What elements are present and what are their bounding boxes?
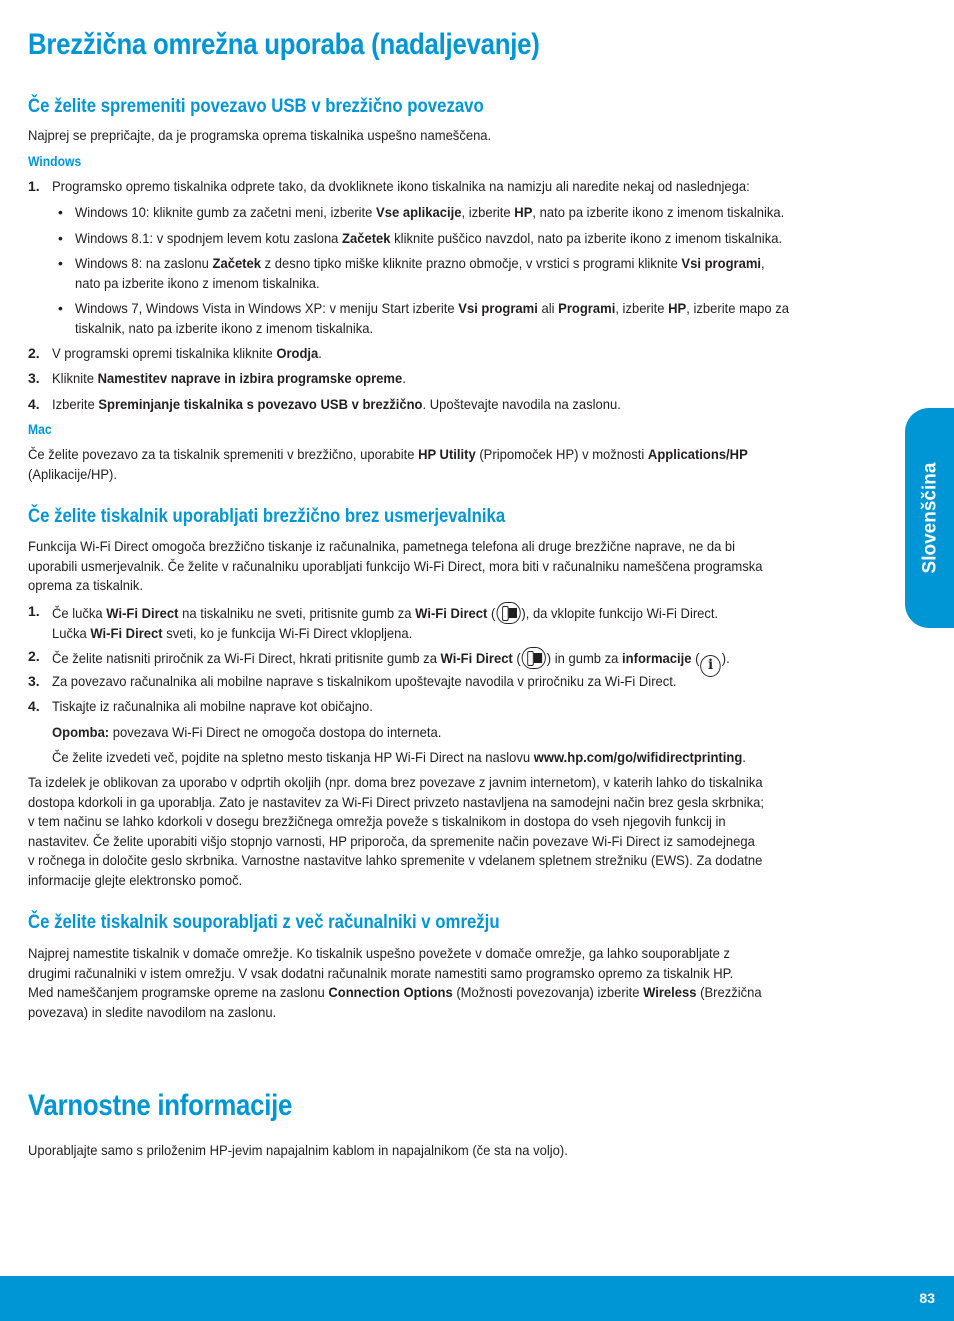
s1-step3: Kliknite Namestitev naprave in izbira programske opreme.: [52, 370, 406, 386]
footer-bar: [0, 1276, 954, 1321]
s1-step4: Izberite Spreminjanje tiskalnika s povezavo USB v brezžično. Upoštevajte navodila na zaslonu.: [52, 396, 621, 412]
s1-step2: V programski opremi tiskalnika kliknite Orodja.: [52, 345, 322, 361]
language-side-tab: [905, 408, 954, 628]
s1-step4-num: 4.: [28, 396, 40, 412]
language-tab-label: Slovenščina: [918, 462, 940, 574]
s2-step4: Tiskajte iz računalnika ali mobilne naprave kot običajno.: [52, 698, 373, 714]
s2-step1-num: 1.: [28, 603, 40, 619]
s2-step3: Za povezavo računalnika ali mobilne naprave s tiskalnikom upoštevajte navodila v priročniku za Wi-Fi Direct.: [52, 673, 677, 689]
bullet-dot: •: [58, 300, 63, 316]
s2-security-paragraph: Ta izdelek je oblikovan za uporabo v odprtih okoljih (npr. doma brez povezave z javnim internetom), v katerih lahko do tiskalnika dostopa kdorkoli in ga uporablja. Zato je nastavitev za Wi-Fi Direct privzeto nastavljena na samodejni način brez gesla skrbnika; v tem načinu se lahko kdorkoli v dosegu brezžičnega omrežja poveže s tiskalnikom in dostopa do vseh njegovih funkcij in nastavitev. Če želite uporabiti višjo stopnjo varnosti, HP priporoča, da spremenite način povezave Wi-Fi Direct iz samodejnega v ročnega in določite geslo skrbnika. Varnostne nastavitve lahko spremenite v vdelanem spletnem strežniku (EWS). Za dodatne informacije glejte elektronsko pomoč.: [28, 774, 765, 888]
s2-more-info: Če želite izvedeti več, pojdite na spletno mesto tiskanja HP Wi-Fi Direct na naslovu www.hp.com/go/wifidirectprinting.: [52, 749, 746, 765]
s1-step1-num: 1.: [28, 178, 40, 194]
page-number: 83: [919, 1290, 935, 1306]
s1-bullet-win7: Windows 7, Windows Vista in Windows XP: v meniju Start izberite Vsi programi ali Programi, izberite HP, izberite mapo za tiskalnik, nato pa izberite ikono z imenom tiskalnika.: [75, 300, 790, 336]
s2-step3-num: 3.: [28, 673, 40, 689]
bullet-dot: •: [58, 255, 63, 271]
s2-note: Opomba: povezava Wi-Fi Direct ne omogoča dostopa do interneta.: [52, 724, 442, 740]
s1-step1: Programsko opremo tiskalnika odprete tako, da dvokliknete ikono tiskalnika na namizju ali naredite nekaj od naslednjega:: [52, 178, 750, 194]
s1-step2-num: 2.: [28, 345, 40, 361]
bullet-dot: •: [58, 230, 63, 246]
s2-step2-num: 2.: [28, 648, 40, 664]
s1-bullet-win81: Windows 8.1: v spodnjem levem kotu zaslona Začetek kliknite puščico navzdol, nato pa izberite ikono z imenom tiskalnika.: [75, 230, 783, 246]
section-wifi-direct-heading: Če želite tiskalnik uporabljati brezžično brez usmerjevalnika: [28, 505, 506, 527]
s3-text: Najprej namestite tiskalnik v domače omrežje. Ko tiskalnik uspešno povežete v domače omrežje, ga lahko souporabljate z drugimi računalniki v istem omrežju. V vsak dodatni računalnik morate namestiti samo programsko opremo za tiskalnik HP. Med nameščanjem programske opreme na zaslonu Connection Options (Možnosti povezovanja) izberite Wireless (Brezžična povezava) in sledite navodilom na zaslonu.: [28, 945, 762, 1020]
s1-intro: Najprej se prepričajte, da je programska oprema tiskalnika uspešno nameščena.: [28, 127, 492, 143]
safety-title: Varnostne informacije: [28, 1089, 293, 1122]
s2-step2: Če želite natisniti priročnik za Wi-Fi Direct, hkrati pritisnite gumb za Wi-Fi Direct ( ) in gumb za informacije ( i ).: [52, 647, 835, 677]
s2-intro: Funkcija Wi-Fi Direct omogoča brezžično tiskanje iz računalnika, pametnega telefona ali druge brezžične naprave, ne da bi uporabili usmerjevalnik. Če želite v računalniku uporabljati funkcijo Wi-Fi Direct, mora biti v računalniku nameščena programska oprema za tiskalnik.: [28, 538, 763, 593]
bullet-dot: •: [58, 204, 63, 220]
s1-bullet-win8: Windows 8: na zaslonu Začetek z desno tipko miške kliknite prazno območje, v vrstici s programi kliknite Vsi programi, nato pa izberite ikono z imenom tiskalnika.: [75, 255, 765, 291]
wifi-direct-icon: [496, 602, 520, 624]
page-title: Brezžična omrežna uporaba (nadaljevanje): [28, 28, 540, 61]
windows-label: Windows: [28, 154, 82, 169]
section-usb-to-wireless-heading: Če želite spremeniti povezavo USB v brezžično povezavo: [28, 95, 484, 117]
s1-step3-num: 3.: [28, 370, 40, 386]
info-icon: i: [700, 655, 720, 677]
mac-label: Mac: [28, 422, 52, 437]
section-share-printer-heading: Če želite tiskalnik souporabljati z več računalniki v omrežju: [28, 911, 500, 933]
s1-bullet-win10: Windows 10: kliknite gumb za začetni meni, izberite Vse aplikacije, izberite HP, nato pa izberite ikono z imenom tiskalnika.: [75, 204, 785, 220]
s1-mac-text: Če želite povezavo za ta tiskalnik spremeniti v brezžično, uporabite HP Utility (Pripomoček HP) v možnosti Applications/HP (Aplikacije/HP).: [28, 446, 748, 482]
s2-step1: Če lučka Wi-Fi Direct na tiskalniku ne sveti, pritisnite gumb za Wi-Fi Direct ( ), da vklopite funkcijo Wi-Fi Direct. Lučka Wi-Fi Direct sveti, ko je funkcija Wi-Fi Direct vklopljena.: [52, 602, 835, 644]
wifi-direct-icon: [522, 647, 546, 669]
s2-step4-num: 4.: [28, 698, 40, 714]
safety-text: Uporabljajte samo s priloženim HP-jevim napajalnim kablom in napajalnikom (če sta na voljo).: [28, 1142, 568, 1158]
